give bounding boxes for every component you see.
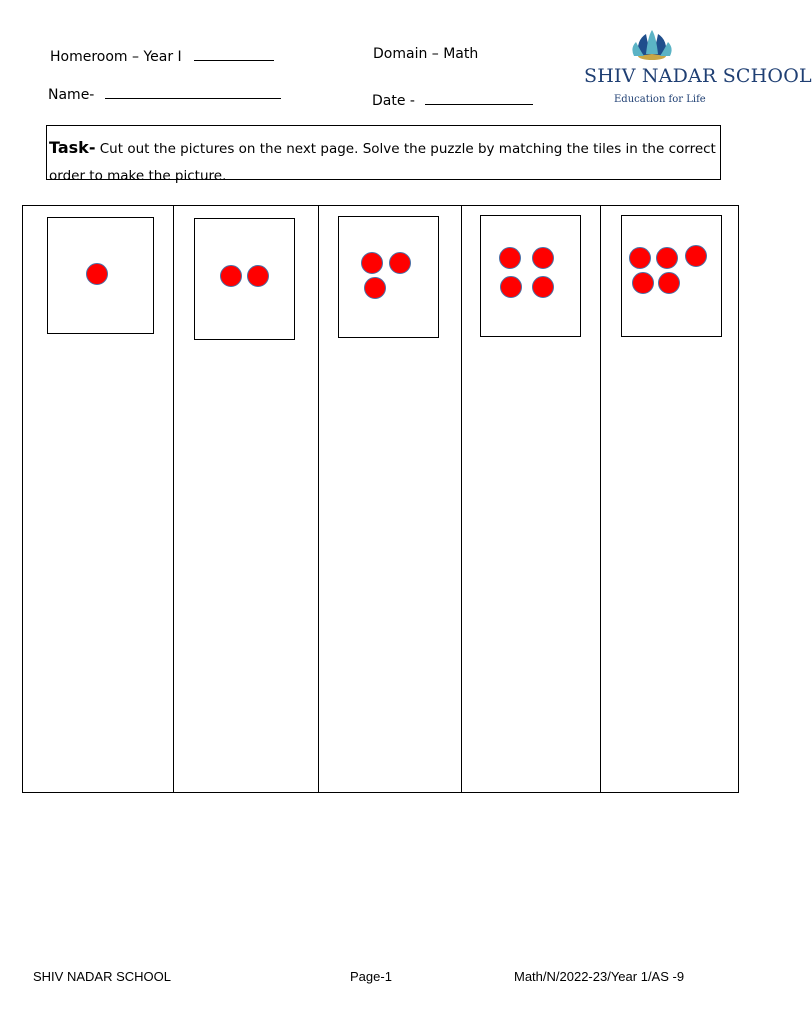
column-divider [318,206,319,792]
homeroom-field [50,46,274,65]
dot-tile-1 [47,217,154,334]
homeroom-label: Homeroom – Year I [50,49,182,65]
date-field [372,90,533,109]
dot [86,263,108,285]
dot [532,247,554,269]
name-blank[interactable] [105,84,281,99]
footer-document-code: Math/N/2022-23/Year 1/AS -9 [514,969,685,984]
puzzle-grid [22,205,739,793]
dot-tile-4 [480,215,581,337]
dot [389,252,411,274]
date-label: Date - [372,93,415,109]
name-label: Name- [48,87,95,103]
dot [220,265,242,287]
column-divider [173,206,174,792]
school-logo [580,30,812,110]
task-text: Cut out the pictures on the next page. Solve the puzzle by matching the tiles in the correct order to make the picture. [49,141,716,184]
column-divider [461,206,462,792]
dot [658,272,680,294]
task-box [46,125,721,184]
task-label: Task- [49,138,96,157]
logo-school-name: SHIV NADAR SCHOOL [584,65,812,87]
dot-tile-5 [621,215,722,337]
dot [247,265,269,287]
dot [632,272,654,294]
footer-page-number: Page-1 [350,969,392,984]
dot [532,276,554,298]
logo-tagline: Education for Life [614,94,706,105]
column-divider [600,206,601,792]
dot [685,245,707,267]
dot [656,247,678,269]
lotus-icon [580,30,735,66]
dot [364,277,386,299]
dot-tile-2 [194,218,295,340]
footer-school: SHIV NADAR SCHOOL [33,969,171,984]
homeroom-blank[interactable] [194,46,274,61]
name-field [48,84,281,103]
dot [361,252,383,274]
domain-label: Domain – Math [373,46,479,62]
dot [629,247,651,269]
dot [499,247,521,269]
dot-tile-3 [338,216,439,338]
date-blank[interactable] [425,90,533,105]
dot [500,276,522,298]
